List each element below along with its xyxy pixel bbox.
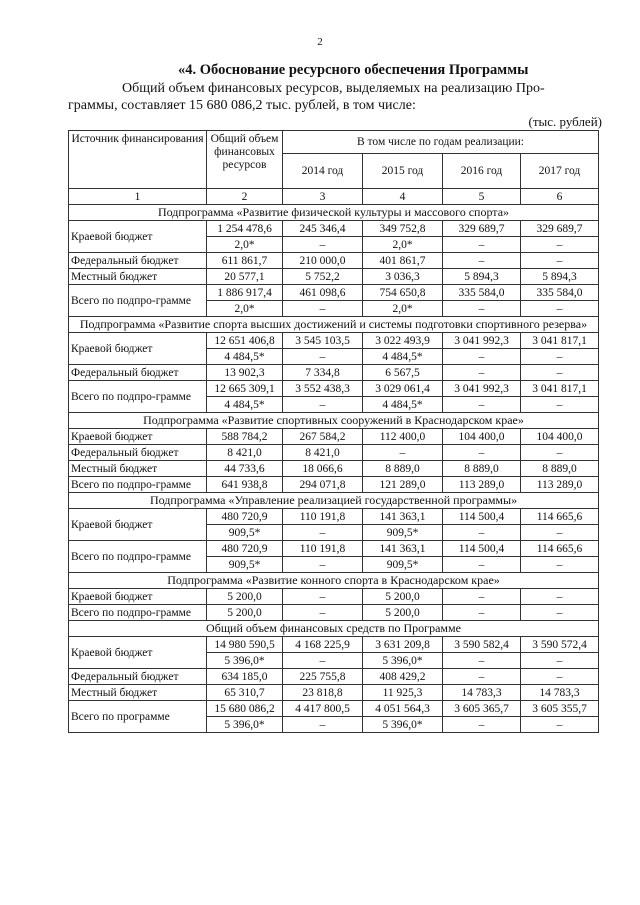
total-cell: 14 980 590,5: [207, 637, 283, 653]
table-row: [69, 477, 599, 493]
section-title: Подпрограмма «Развитие спортивных сооружений в Краснодарском крае»: [69, 413, 599, 429]
year-cell: 909,5*: [363, 525, 443, 541]
table-row: [69, 669, 599, 685]
table-row: [69, 605, 599, 621]
table-row: [69, 381, 599, 397]
total-cell: 634 185,0: [207, 669, 283, 685]
year-cell: 3 590 582,4: [443, 637, 521, 653]
year-cell: 5 752,2: [283, 269, 363, 285]
year-cell: 113 289,0: [443, 477, 521, 493]
year-cell: –: [521, 397, 599, 413]
total-cell: 641 938,8: [207, 477, 283, 493]
year-cell: 114 665,6: [521, 509, 599, 525]
year-cell: 11 925,3: [363, 685, 443, 701]
year-cell: 18 066,6: [283, 461, 363, 477]
total-cell: 5 396,0*: [207, 653, 283, 669]
year-cell: –: [283, 557, 363, 573]
year-cell: –: [443, 605, 521, 621]
year-cell: 114 665,6: [521, 541, 599, 557]
units-label: (тыс. рублей): [528, 114, 602, 129]
year-cell: –: [521, 717, 599, 733]
total-cell: 4 484,5*: [207, 349, 283, 365]
header-by-years: В том числе по годам реализации:: [283, 131, 599, 154]
year-cell: 5 200,0: [363, 605, 443, 621]
column-number: 2: [207, 189, 283, 205]
header-year-2017: 2017 год: [521, 154, 599, 189]
section-title: Подпрограмма «Развитие конного спорта в Краснодарском крае»: [69, 573, 599, 589]
year-cell: –: [283, 525, 363, 541]
year-cell: 4 051 564,3: [363, 701, 443, 717]
year-cell: 114 500,4: [443, 509, 521, 525]
year-cell: 3 590 572,4: [521, 637, 599, 653]
year-cell: 110 191,8: [283, 541, 363, 557]
year-cell: –: [283, 653, 363, 669]
total-cell: 1 254 478,6: [207, 221, 283, 237]
year-cell: 3 041 817,1: [521, 381, 599, 397]
year-cell: 5 894,3: [521, 269, 599, 285]
table-row: [69, 333, 599, 349]
year-cell: –: [283, 237, 363, 253]
total-cell: 2,0*: [207, 237, 283, 253]
total-cell: 65 310,7: [207, 685, 283, 701]
year-cell: –: [283, 717, 363, 733]
year-cell: –: [443, 525, 521, 541]
year-cell: –: [283, 301, 363, 317]
year-cell: 3 041 817,1: [521, 333, 599, 349]
year-cell: –: [521, 669, 599, 685]
intro-paragraph: [68, 80, 592, 114]
table-row: [69, 221, 599, 237]
year-cell: 5 200,0: [363, 589, 443, 605]
table-body: [69, 205, 599, 733]
year-cell: –: [283, 397, 363, 413]
year-cell: 349 752,8: [363, 221, 443, 237]
year-cell: –: [363, 445, 443, 461]
table-row: [69, 509, 599, 525]
year-cell: 7 334,8: [283, 365, 363, 381]
year-cell: 245 346,4: [283, 221, 363, 237]
table-row: [69, 685, 599, 701]
year-cell: 121 289,0: [363, 477, 443, 493]
total-cell: 5 396,0*: [207, 717, 283, 733]
source-label: Местный бюджет: [69, 685, 207, 701]
year-cell: 3 605 365,7: [443, 701, 521, 717]
table-row: [69, 637, 599, 653]
year-cell: 114 500,4: [443, 541, 521, 557]
total-cell: 480 720,9: [207, 541, 283, 557]
source-label: Всего по подпро-грамме: [69, 605, 207, 621]
total-cell: 20 577,1: [207, 269, 283, 285]
table-row: [69, 461, 599, 477]
section-title: Подпрограмма «Управление реализацией государственной программы»: [69, 493, 599, 509]
year-cell: 329 689,7: [521, 221, 599, 237]
year-cell: 14 783,3: [443, 685, 521, 701]
year-cell: 3 029 061,4: [363, 381, 443, 397]
year-cell: –: [521, 525, 599, 541]
year-cell: –: [521, 253, 599, 269]
header-year-2016: 2016 год: [443, 154, 521, 189]
header-source: Источник финансирования: [69, 131, 207, 189]
source-label: Федеральный бюджет: [69, 365, 207, 381]
year-cell: –: [443, 669, 521, 685]
year-cell: 112 400,0: [363, 429, 443, 445]
source-label: Краевой бюджет: [69, 637, 207, 669]
year-cell: –: [443, 445, 521, 461]
year-cell: –: [443, 349, 521, 365]
total-cell: 44 733,6: [207, 461, 283, 477]
year-cell: –: [521, 589, 599, 605]
year-cell: 754 650,8: [363, 285, 443, 301]
year-cell: 5 894,3: [443, 269, 521, 285]
table-row: [69, 253, 599, 269]
year-cell: –: [443, 365, 521, 381]
source-label: Всего по подпро-грамме: [69, 541, 207, 573]
year-cell: –: [521, 237, 599, 253]
total-cell: 13 902,3: [207, 365, 283, 381]
source-label: Краевой бюджет: [69, 333, 207, 365]
year-cell: 6 567,5: [363, 365, 443, 381]
year-cell: 408 429,2: [363, 669, 443, 685]
year-cell: 5 396,0*: [363, 717, 443, 733]
year-cell: 3 631 209,8: [363, 637, 443, 653]
source-label: Краевой бюджет: [69, 509, 207, 541]
financing-table: [68, 130, 599, 733]
year-cell: –: [521, 301, 599, 317]
year-cell: 210 000,0: [283, 253, 363, 269]
source-label: Всего по подпро-грамме: [69, 381, 207, 413]
total-cell: 15 680 086,2: [207, 701, 283, 717]
table-row: [69, 429, 599, 445]
year-cell: 4 484,5*: [363, 349, 443, 365]
table-row: [69, 701, 599, 717]
page-number: 2: [317, 36, 323, 48]
total-cell: 2,0*: [207, 301, 283, 317]
year-cell: 8 421,0: [283, 445, 363, 461]
year-cell: –: [283, 605, 363, 621]
source-label: Федеральный бюджет: [69, 253, 207, 269]
source-label: Краевой бюджет: [69, 589, 207, 605]
total-cell: 12 665 309,1: [207, 381, 283, 397]
year-cell: 4 168 225,9: [283, 637, 363, 653]
year-cell: –: [283, 349, 363, 365]
year-cell: –: [443, 397, 521, 413]
column-number: 5: [443, 189, 521, 205]
table-row: [69, 285, 599, 301]
year-cell: 104 400,0: [521, 429, 599, 445]
section-title: Общий объем финансовых средств по Программе: [69, 621, 599, 637]
year-cell: 3 552 438,3: [283, 381, 363, 397]
column-number: 1: [69, 189, 207, 205]
year-cell: –: [283, 589, 363, 605]
total-cell: 8 421,0: [207, 445, 283, 461]
year-cell: –: [443, 237, 521, 253]
year-cell: 4 484,5*: [363, 397, 443, 413]
total-cell: 12 651 406,8: [207, 333, 283, 349]
year-cell: 8 889,0: [521, 461, 599, 477]
year-cell: –: [443, 301, 521, 317]
header-total: Общий объем финансовых ресурсов: [207, 131, 283, 189]
total-cell: 5 200,0: [207, 589, 283, 605]
year-cell: 5 396,0*: [363, 653, 443, 669]
table-row: [69, 541, 599, 557]
year-cell: –: [521, 445, 599, 461]
year-cell: 14 783,3: [521, 685, 599, 701]
year-cell: 3 036,3: [363, 269, 443, 285]
total-cell: 4 484,5*: [207, 397, 283, 413]
column-number: 4: [363, 189, 443, 205]
source-label: Федеральный бюджет: [69, 669, 207, 685]
year-cell: 3 041 992,3: [443, 381, 521, 397]
year-cell: 3 545 103,5: [283, 333, 363, 349]
table-row: [69, 589, 599, 605]
year-cell: 329 689,7: [443, 221, 521, 237]
year-cell: 909,5*: [363, 557, 443, 573]
year-cell: –: [443, 557, 521, 573]
year-cell: –: [521, 557, 599, 573]
year-cell: 3 605 355,7: [521, 701, 599, 717]
intro-line-1: Общий объем финансовых ресурсов, выделяемых на реализацию Про-: [122, 81, 545, 96]
source-label: Краевой бюджет: [69, 429, 207, 445]
year-cell: 104 400,0: [443, 429, 521, 445]
year-cell: 2,0*: [363, 237, 443, 253]
total-cell: 588 784,2: [207, 429, 283, 445]
total-cell: 909,5*: [207, 557, 283, 573]
total-cell: 909,5*: [207, 525, 283, 541]
year-cell: –: [521, 653, 599, 669]
intro-line-2: граммы, составляет 15 680 086,2 тыс. рублей, в том числе:: [68, 98, 416, 113]
year-cell: –: [443, 717, 521, 733]
source-label: Местный бюджет: [69, 269, 207, 285]
source-label: Краевой бюджет: [69, 221, 207, 253]
table-row: [69, 269, 599, 285]
year-cell: 8 889,0: [443, 461, 521, 477]
year-cell: –: [443, 253, 521, 269]
year-cell: 8 889,0: [363, 461, 443, 477]
source-label: Всего по программе: [69, 701, 207, 733]
year-cell: 141 363,1: [363, 541, 443, 557]
total-cell: 1 886 917,4: [207, 285, 283, 301]
year-cell: 3 041 992,3: [443, 333, 521, 349]
year-cell: 294 071,8: [283, 477, 363, 493]
year-cell: 335 584,0: [443, 285, 521, 301]
year-cell: –: [443, 589, 521, 605]
year-cell: 110 191,8: [283, 509, 363, 525]
table-row: [69, 445, 599, 461]
year-cell: 4 417 800,5: [283, 701, 363, 717]
column-number: 3: [283, 189, 363, 205]
source-label: Местный бюджет: [69, 461, 207, 477]
total-cell: 611 861,7: [207, 253, 283, 269]
table-row: [69, 365, 599, 381]
year-cell: –: [443, 653, 521, 669]
section-title: Подпрограмма «Развитие спорта высших достижений и системы подготовки спортивного резерва»: [69, 317, 599, 333]
year-cell: 461 098,6: [283, 285, 363, 301]
year-cell: 335 584,0: [521, 285, 599, 301]
year-cell: –: [521, 605, 599, 621]
year-cell: 3 022 493,9: [363, 333, 443, 349]
source-label: Федеральный бюджет: [69, 445, 207, 461]
year-cell: –: [521, 349, 599, 365]
year-cell: 2,0*: [363, 301, 443, 317]
source-label: Всего по подпро-граммe: [69, 285, 207, 317]
section-title: Подпрограмма «Развитие физической культуры и массового спорта»: [69, 205, 599, 221]
year-cell: 225 755,8: [283, 669, 363, 685]
year-cell: 401 861,7: [363, 253, 443, 269]
column-number: 6: [521, 189, 599, 205]
year-cell: 113 289,0: [521, 477, 599, 493]
year-cell: 267 584,2: [283, 429, 363, 445]
year-cell: 141 363,1: [363, 509, 443, 525]
year-cell: 23 818,8: [283, 685, 363, 701]
header-year-2014: 2014 год: [283, 154, 363, 189]
year-cell: –: [521, 365, 599, 381]
source-label: Всего по подпро-грамме: [69, 477, 207, 493]
section-heading: «4. Обоснование ресурсного обеспечения Программы: [178, 62, 529, 78]
total-cell: 480 720,9: [207, 509, 283, 525]
header-year-2015: 2015 год: [363, 154, 443, 189]
total-cell: 5 200,0: [207, 605, 283, 621]
